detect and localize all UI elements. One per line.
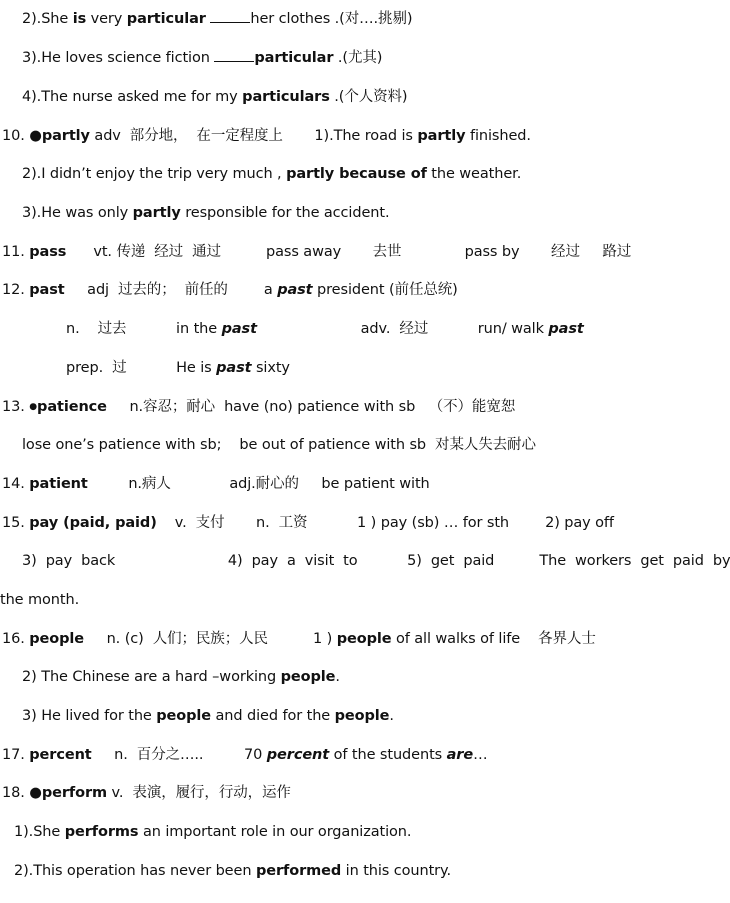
text-segment: sixty xyxy=(251,360,290,376)
bold-term: partly xyxy=(417,128,466,144)
bold-term: partly xyxy=(132,205,181,221)
bold-term: ●perform xyxy=(29,785,108,801)
text-line xyxy=(2,280,458,300)
text-segment: prep. 过 He is xyxy=(66,360,217,376)
text-segment: president (前任总统) xyxy=(312,282,458,298)
text-segment: 4).The nurse asked me for my xyxy=(22,89,243,105)
text-line xyxy=(22,667,340,687)
text-line xyxy=(2,126,531,146)
bold-term: is xyxy=(72,11,87,27)
text-segment: an important role in our organization. xyxy=(138,824,412,840)
text-segment: adv. 经过 run/ walk xyxy=(256,321,549,337)
fill-in-blank xyxy=(210,10,250,23)
text-segment: . xyxy=(389,708,394,724)
text-segment: finished. xyxy=(465,128,531,144)
text-segment: .(个人资料) xyxy=(329,89,408,105)
bold-term: pass xyxy=(29,244,67,260)
text-segment: adv 部分地， 在一定程度上 1).The road is xyxy=(89,128,418,144)
text-line xyxy=(22,9,412,29)
text-line xyxy=(22,435,536,455)
text-segment: the month. xyxy=(0,592,80,608)
fill-in-blank xyxy=(214,49,254,62)
text-line xyxy=(2,242,631,262)
text-segment: in this country. xyxy=(341,863,451,879)
text-segment: 16. xyxy=(2,631,30,647)
text-segment: 2).I didn’t enjoy the trip very much , xyxy=(22,166,287,182)
text-segment: 3).He was only xyxy=(22,205,133,221)
bold-term: performs xyxy=(64,824,139,840)
bold-term: people xyxy=(336,631,392,647)
bold-term: particular xyxy=(254,50,334,66)
text-segment: 3) pay back 4) pay a visit to 5) get paid The workers get paid by xyxy=(22,553,730,569)
text-segment: 12. xyxy=(2,282,30,298)
text-line xyxy=(2,629,596,649)
text-line xyxy=(22,164,521,184)
bold-term: partly because of xyxy=(286,166,427,182)
bold-term: particulars xyxy=(242,89,330,105)
text-line xyxy=(0,590,79,610)
text-segment: 2).She xyxy=(22,11,73,27)
text-line xyxy=(2,513,614,533)
text-segment: .(尤其) xyxy=(333,50,383,66)
text-segment: … xyxy=(473,747,488,763)
text-line xyxy=(22,706,394,726)
text-line xyxy=(22,203,389,223)
bold-term: past xyxy=(277,282,313,298)
text-segment: 15. xyxy=(2,515,30,531)
text-segment: 3) He lived for the xyxy=(22,708,157,724)
bold-term: performed xyxy=(255,863,342,879)
bold-term: particular xyxy=(126,11,206,27)
bold-term: people xyxy=(334,708,390,724)
text-segment: n. (c) 人们；民族；人民 1 ) xyxy=(84,631,337,647)
text-segment: v. 表演，履行，行动，运作 xyxy=(107,785,291,801)
text-segment: of the students xyxy=(329,747,447,763)
text-line xyxy=(2,474,430,494)
text-line xyxy=(14,861,451,881)
text-segment: very xyxy=(86,11,127,27)
text-segment: of all walks of life 各界人士 xyxy=(391,631,596,647)
text-segment: lose one’s patience with sb; be out of patience with sb 对某人失去耐心 xyxy=(22,437,536,453)
text-line xyxy=(2,745,488,765)
text-line xyxy=(2,397,515,417)
text-segment: 18. xyxy=(2,785,30,801)
text-segment: and died for the xyxy=(211,708,335,724)
text-segment: adj 过去的； 前任的 a xyxy=(64,282,278,298)
text-segment: ● xyxy=(29,402,38,412)
text-segment: responsible for the accident. xyxy=(180,205,390,221)
bold-term: people xyxy=(156,708,212,724)
text-segment: the weather. xyxy=(426,166,522,182)
bold-term: past xyxy=(216,360,252,376)
text-segment: 2) The Chinese are a hard –working xyxy=(22,669,281,685)
bold-term: patience xyxy=(37,399,107,415)
bold-term: percent xyxy=(266,747,330,763)
bold-term: patient xyxy=(29,476,88,492)
text-segment: 3).He loves science fiction xyxy=(22,50,215,66)
bold-term: are xyxy=(446,747,474,763)
text-segment: . xyxy=(335,669,340,685)
text-segment: 10. xyxy=(2,128,30,144)
bold-term: pay (paid, paid) xyxy=(29,515,157,531)
text-segment: n. 过去 in the xyxy=(66,321,222,337)
text-segment: 11. xyxy=(2,244,30,260)
text-segment: 14. xyxy=(2,476,30,492)
text-segment: vt. 传递 经过 通过 pass away 去世 pass by 经过 路过 xyxy=(66,244,632,260)
text-line xyxy=(66,319,584,339)
text-line xyxy=(22,48,382,68)
text-segment: 1).She xyxy=(14,824,65,840)
bold-term: ●partly xyxy=(29,128,90,144)
text-line xyxy=(14,822,411,842)
bold-term: people xyxy=(29,631,85,647)
bold-term: past xyxy=(29,282,65,298)
text-segment: n.容忍；耐心 have (no) patience with sb （不）能宽恕 xyxy=(106,399,516,415)
text-line xyxy=(22,87,407,107)
text-segment: 2).This operation has never been xyxy=(14,863,256,879)
text-line xyxy=(22,551,730,571)
bold-term: past xyxy=(221,321,257,337)
bold-term: percent xyxy=(29,747,92,763)
text-line xyxy=(2,783,291,803)
bold-term: people xyxy=(280,669,336,685)
text-segment: 13. xyxy=(2,399,30,415)
text-segment: n.病人 adj.耐心的 be patient with xyxy=(87,476,430,492)
bold-term: past xyxy=(548,321,584,337)
text-segment: n. 百分之….. 70 xyxy=(91,747,267,763)
text-segment: 17. xyxy=(2,747,30,763)
text-line xyxy=(66,358,290,378)
text-segment: her clothes .(对….挑剔) xyxy=(250,11,413,27)
text-segment: v. 支付 n. 工资 1 ) pay (sb) … for sth 2) pay off xyxy=(156,515,614,531)
